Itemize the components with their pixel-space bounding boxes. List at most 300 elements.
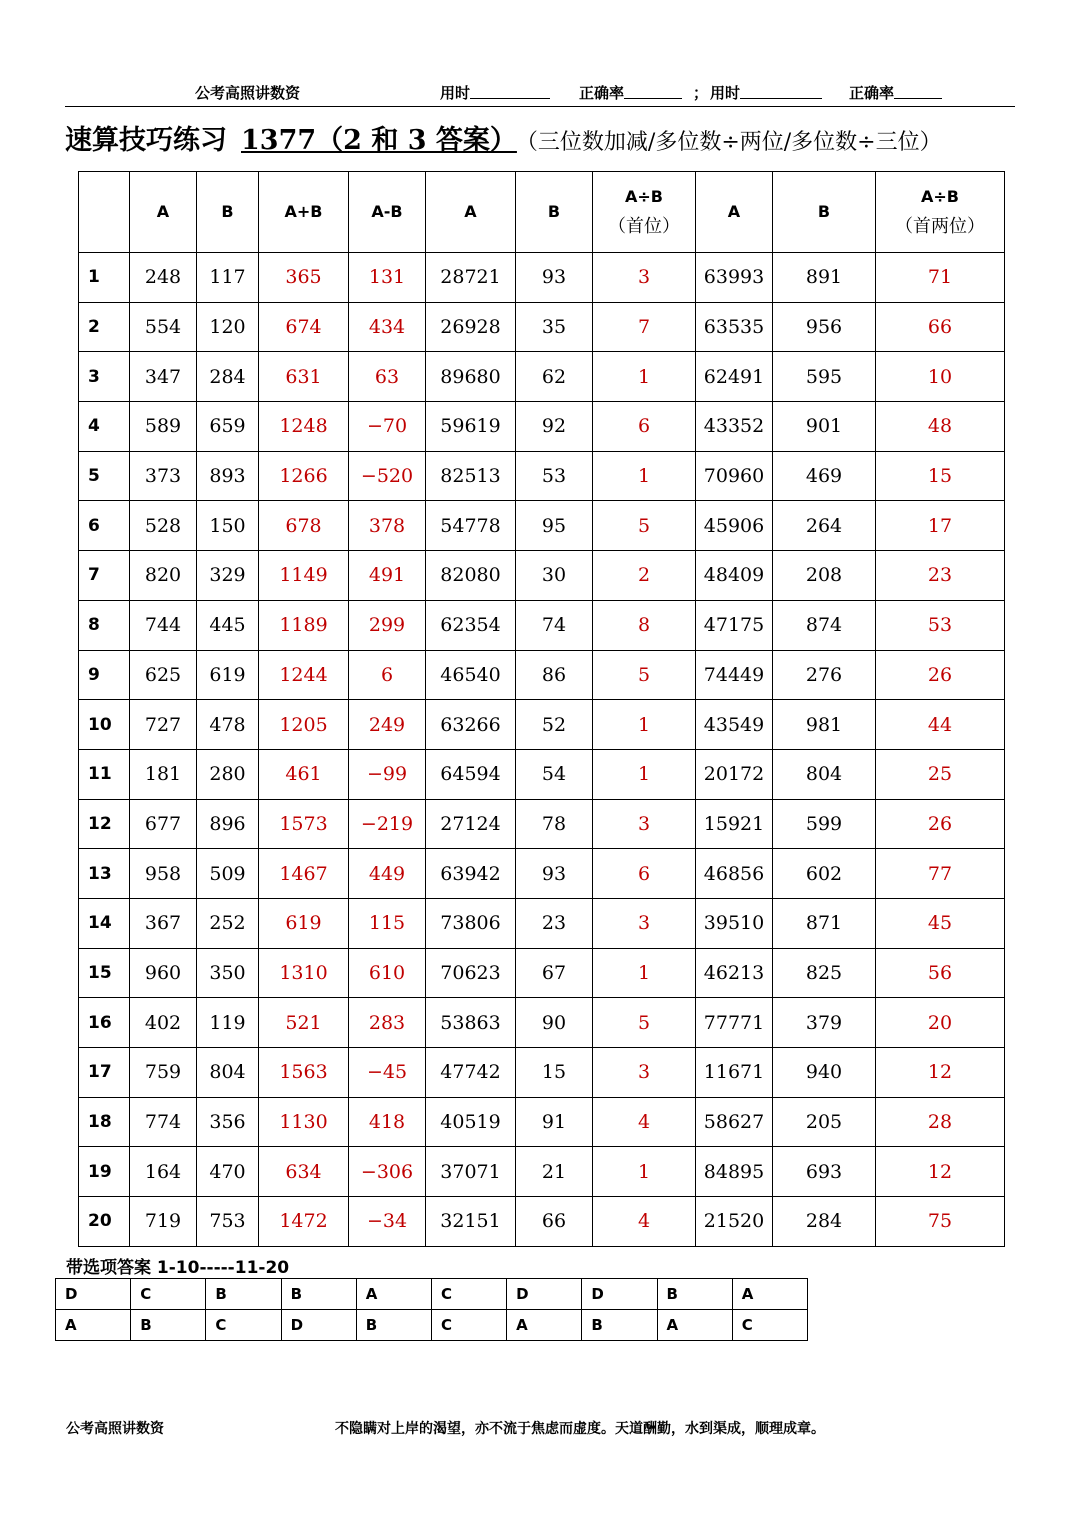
- options-label: 带选项答案 1-10-----11-20: [66, 1258, 290, 1278]
- option-cell: C: [431, 1310, 506, 1341]
- accuracy-label-1: 正确率: [579, 84, 625, 102]
- cell-diff: 115: [349, 898, 426, 948]
- cell-a3: 15921: [696, 799, 773, 849]
- table-row: [79, 948, 1005, 998]
- cell-b3: 284: [773, 1197, 876, 1247]
- cell-a1: 164: [130, 1147, 197, 1197]
- cell-b3: 264: [773, 501, 876, 551]
- row-index: 18: [79, 1097, 130, 1147]
- cell-div2: 20: [876, 998, 1005, 1048]
- table-row: [79, 1048, 1005, 1098]
- cell-sum: 1573: [259, 799, 349, 849]
- cell-b1: 753: [197, 1197, 259, 1247]
- cell-b2: 35: [516, 302, 593, 352]
- cell-div2: 25: [876, 749, 1005, 799]
- cell-div1: 8: [593, 600, 696, 650]
- cell-a3: 46856: [696, 849, 773, 899]
- cell-div1: 5: [593, 650, 696, 700]
- cell-a2: 26928: [426, 302, 516, 352]
- cell-b1: 120: [197, 302, 259, 352]
- cell-diff: 249: [349, 700, 426, 750]
- table-row: [79, 749, 1005, 799]
- cell-a1: 958: [130, 849, 197, 899]
- cell-b2: 92: [516, 402, 593, 452]
- cell-a3: 84895: [696, 1147, 773, 1197]
- row-index: 6: [79, 501, 130, 551]
- cell-a1: 248: [130, 253, 197, 303]
- table-row: [79, 799, 1005, 849]
- cell-a1: 820: [130, 551, 197, 601]
- cell-div2: 26: [876, 799, 1005, 849]
- table-row: [79, 998, 1005, 1048]
- cell-b1: 896: [197, 799, 259, 849]
- table-row: [79, 1147, 1005, 1197]
- footer-source: 公考高照讲数资: [66, 1421, 164, 1437]
- cell-a2: 62354: [426, 600, 516, 650]
- row-index: 10: [79, 700, 130, 750]
- row-index: 13: [79, 849, 130, 899]
- cell-a3: 70960: [696, 451, 773, 501]
- row-index: 14: [79, 898, 130, 948]
- page-header: [65, 80, 1015, 107]
- cell-b2: 78: [516, 799, 593, 849]
- cell-b1: 445: [197, 600, 259, 650]
- cell-b1: 619: [197, 650, 259, 700]
- option-cell: D: [507, 1279, 582, 1310]
- header-separator: ；: [693, 84, 709, 102]
- cell-b3: 469: [773, 451, 876, 501]
- cell-b1: 659: [197, 402, 259, 452]
- cell-div1: 5: [593, 501, 696, 551]
- header-b1: B: [197, 172, 259, 253]
- cell-sum: 1467: [259, 849, 349, 899]
- cell-b1: 119: [197, 998, 259, 1048]
- cell-sum: 634: [259, 1147, 349, 1197]
- cell-a2: 54778: [426, 501, 516, 551]
- cell-b3: 891: [773, 253, 876, 303]
- cell-a1: 727: [130, 700, 197, 750]
- cell-div2: 26: [876, 650, 1005, 700]
- cell-div1: 7: [593, 302, 696, 352]
- cell-sum: 619: [259, 898, 349, 948]
- cell-b1: 509: [197, 849, 259, 899]
- cell-sum: 1244: [259, 650, 349, 700]
- cell-sum: 1310: [259, 948, 349, 998]
- table-row: [79, 551, 1005, 601]
- cell-a1: 960: [130, 948, 197, 998]
- page-title: [65, 118, 1055, 158]
- option-cell: B: [281, 1279, 356, 1310]
- cell-a3: 43352: [696, 402, 773, 452]
- table-row: [79, 302, 1005, 352]
- cell-diff: 6: [349, 650, 426, 700]
- cell-div1: 2: [593, 551, 696, 601]
- table-row: [79, 600, 1005, 650]
- cell-b1: 478: [197, 700, 259, 750]
- cell-b2: 95: [516, 501, 593, 551]
- cell-a2: 27124: [426, 799, 516, 849]
- row-index: 2: [79, 302, 130, 352]
- option-cell: B: [131, 1310, 206, 1341]
- cell-b3: 874: [773, 600, 876, 650]
- cell-b3: 804: [773, 749, 876, 799]
- table-row: [79, 849, 1005, 899]
- cell-sum: 1266: [259, 451, 349, 501]
- cell-b2: 74: [516, 600, 593, 650]
- table-row: [79, 253, 1005, 303]
- practice-table: [78, 171, 1005, 1247]
- option-cell: C: [732, 1310, 807, 1341]
- cell-a1: 759: [130, 1048, 197, 1098]
- cell-b2: 90: [516, 998, 593, 1048]
- cell-b2: 23: [516, 898, 593, 948]
- cell-b3: 276: [773, 650, 876, 700]
- option-cell: C: [131, 1279, 206, 1310]
- cell-a3: 21520: [696, 1197, 773, 1247]
- cell-diff: 418: [349, 1097, 426, 1147]
- cell-div1: 1: [593, 451, 696, 501]
- time-label-2: 用时: [710, 84, 741, 102]
- cell-a2: 46540: [426, 650, 516, 700]
- cell-div2: 45: [876, 898, 1005, 948]
- option-cell: D: [582, 1279, 657, 1310]
- table-row: [79, 1097, 1005, 1147]
- row-index: 16: [79, 998, 130, 1048]
- cell-a3: 20172: [696, 749, 773, 799]
- header-a3: A: [696, 172, 773, 253]
- cell-a3: 63535: [696, 302, 773, 352]
- cell-a1: 528: [130, 501, 197, 551]
- cell-a1: 677: [130, 799, 197, 849]
- cell-b3: 940: [773, 1048, 876, 1098]
- header-a2: A: [426, 172, 516, 253]
- cell-b3: 956: [773, 302, 876, 352]
- cell-div2: 77: [876, 849, 1005, 899]
- cell-a2: 32151: [426, 1197, 516, 1247]
- cell-b2: 62: [516, 352, 593, 402]
- option-cell: D: [281, 1310, 356, 1341]
- cell-b1: 329: [197, 551, 259, 601]
- cell-b1: 117: [197, 253, 259, 303]
- cell-b3: 693: [773, 1147, 876, 1197]
- cell-b3: 379: [773, 998, 876, 1048]
- cell-b2: 21: [516, 1147, 593, 1197]
- option-cell: B: [206, 1279, 281, 1310]
- cell-a1: 774: [130, 1097, 197, 1147]
- cell-a3: 39510: [696, 898, 773, 948]
- row-index: 11: [79, 749, 130, 799]
- cell-b3: 871: [773, 898, 876, 948]
- cell-diff: 378: [349, 501, 426, 551]
- cell-diff: 491: [349, 551, 426, 601]
- cell-div2: 17: [876, 501, 1005, 551]
- accuracy-blank-2[interactable]: [894, 84, 942, 99]
- cell-a1: 625: [130, 650, 197, 700]
- header-sum: A+B: [259, 172, 349, 253]
- cell-diff: −520: [349, 451, 426, 501]
- cell-div2: 15: [876, 451, 1005, 501]
- option-cell: D: [56, 1279, 131, 1310]
- cell-sum: 631: [259, 352, 349, 402]
- cell-div2: 53: [876, 600, 1005, 650]
- option-cell: A: [56, 1310, 131, 1341]
- cell-a3: 11671: [696, 1048, 773, 1098]
- cell-b1: 280: [197, 749, 259, 799]
- time-blank-2[interactable]: [740, 84, 822, 99]
- cell-b3: 981: [773, 700, 876, 750]
- cell-b1: 350: [197, 948, 259, 998]
- option-cell: B: [356, 1310, 431, 1341]
- cell-div2: 44: [876, 700, 1005, 750]
- accuracy-label-2: 正确率: [849, 84, 895, 102]
- table-row: [79, 898, 1005, 948]
- cell-diff: −34: [349, 1197, 426, 1247]
- cell-a2: 64594: [426, 749, 516, 799]
- time-field-1: [440, 82, 470, 103]
- cell-a2: 59619: [426, 402, 516, 452]
- accuracy-field-2: [849, 82, 894, 103]
- table-row: [79, 700, 1005, 750]
- cell-div2: 28: [876, 1097, 1005, 1147]
- cell-a3: 58627: [696, 1097, 773, 1147]
- row-index: 7: [79, 551, 130, 601]
- cell-diff: 283: [349, 998, 426, 1048]
- header-div2: [876, 172, 1005, 253]
- cell-a2: 89680: [426, 352, 516, 402]
- cell-div1: 1: [593, 700, 696, 750]
- cell-b2: 91: [516, 1097, 593, 1147]
- cell-b2: 66: [516, 1197, 593, 1247]
- cell-div1: 4: [593, 1097, 696, 1147]
- table-row: [79, 650, 1005, 700]
- table-row: [79, 451, 1005, 501]
- cell-sum: 365: [259, 253, 349, 303]
- header-b3: B: [773, 172, 876, 253]
- option-cell: C: [206, 1310, 281, 1341]
- cell-sum: 1248: [259, 402, 349, 452]
- cell-div1: 3: [593, 1048, 696, 1098]
- cell-a1: 719: [130, 1197, 197, 1247]
- cell-a3: 48409: [696, 551, 773, 601]
- cell-a1: 181: [130, 749, 197, 799]
- cell-div1: 1: [593, 948, 696, 998]
- cell-sum: 1130: [259, 1097, 349, 1147]
- cell-div2: 23: [876, 551, 1005, 601]
- cell-b2: 52: [516, 700, 593, 750]
- accuracy-field-1: [579, 82, 624, 103]
- cell-b2: 93: [516, 253, 593, 303]
- cell-div1: 6: [593, 402, 696, 452]
- cell-diff: −45: [349, 1048, 426, 1098]
- cell-b3: 205: [773, 1097, 876, 1147]
- options-answer-table: [55, 1278, 808, 1341]
- footer-motto: 不隐瞒对上岸的渴望，亦不流于焦虑而虚度。天道酬勤，水到渠成，顺理成章。: [335, 1421, 825, 1437]
- header-div1: [593, 172, 696, 253]
- cell-a2: 40519: [426, 1097, 516, 1147]
- cell-div2: 10: [876, 352, 1005, 402]
- cell-div2: 75: [876, 1197, 1005, 1247]
- cell-b2: 30: [516, 551, 593, 601]
- cell-sum: 461: [259, 749, 349, 799]
- row-index: 5: [79, 451, 130, 501]
- cell-diff: 63: [349, 352, 426, 402]
- cell-sum: 1563: [259, 1048, 349, 1098]
- cell-diff: −70: [349, 402, 426, 452]
- table-row: [79, 1197, 1005, 1247]
- cell-b1: 150: [197, 501, 259, 551]
- option-cell: A: [657, 1310, 732, 1341]
- cell-a2: 63942: [426, 849, 516, 899]
- cell-div2: 66: [876, 302, 1005, 352]
- row-index: 9: [79, 650, 130, 700]
- cell-diff: −219: [349, 799, 426, 849]
- cell-b2: 86: [516, 650, 593, 700]
- option-cell: A: [732, 1279, 807, 1310]
- cell-sum: 674: [259, 302, 349, 352]
- cell-div2: 71: [876, 253, 1005, 303]
- cell-b3: 901: [773, 402, 876, 452]
- cell-div2: 12: [876, 1048, 1005, 1098]
- cell-a2: 73806: [426, 898, 516, 948]
- cell-diff: −306: [349, 1147, 426, 1197]
- cell-a2: 70623: [426, 948, 516, 998]
- cell-div2: 48: [876, 402, 1005, 452]
- cell-div1: 3: [593, 799, 696, 849]
- cell-b1: 252: [197, 898, 259, 948]
- row-index: 15: [79, 948, 130, 998]
- cell-div1: 1: [593, 1147, 696, 1197]
- row-index: 3: [79, 352, 130, 402]
- table-header-row: [79, 172, 1005, 253]
- header-source: 公考高照讲数资: [195, 84, 301, 102]
- cell-div1: 3: [593, 253, 696, 303]
- cell-a2: 82513: [426, 451, 516, 501]
- cell-a3: 62491: [696, 352, 773, 402]
- cell-diff: 610: [349, 948, 426, 998]
- cell-a2: 63266: [426, 700, 516, 750]
- cell-div1: 1: [593, 749, 696, 799]
- cell-a2: 28721: [426, 253, 516, 303]
- cell-b3: 602: [773, 849, 876, 899]
- row-index: 12: [79, 799, 130, 849]
- cell-a1: 402: [130, 998, 197, 1048]
- row-index: 20: [79, 1197, 130, 1247]
- cell-sum: 678: [259, 501, 349, 551]
- cell-div1: 5: [593, 998, 696, 1048]
- cell-a3: 43549: [696, 700, 773, 750]
- cell-b2: 93: [516, 849, 593, 899]
- cell-a3: 45906: [696, 501, 773, 551]
- cell-b3: 599: [773, 799, 876, 849]
- cell-div1: 4: [593, 1197, 696, 1247]
- cell-a3: 74449: [696, 650, 773, 700]
- row-index: 4: [79, 402, 130, 452]
- cell-b1: 470: [197, 1147, 259, 1197]
- title-main: 速算技巧练习: [65, 125, 227, 156]
- cell-sum: 1205: [259, 700, 349, 750]
- cell-a1: 554: [130, 302, 197, 352]
- row-index: 17: [79, 1048, 130, 1098]
- cell-b1: 804: [197, 1048, 259, 1098]
- cell-a3: 46213: [696, 948, 773, 998]
- header-div2-label: A÷B: [921, 187, 959, 206]
- table-row: [79, 501, 1005, 551]
- option-cell: C: [431, 1279, 506, 1310]
- cell-a3: 47175: [696, 600, 773, 650]
- cell-sum: 1149: [259, 551, 349, 601]
- cell-sum: 1472: [259, 1197, 349, 1247]
- header-index: [79, 172, 130, 253]
- cell-b2: 67: [516, 948, 593, 998]
- cell-diff: 299: [349, 600, 426, 650]
- cell-b3: 595: [773, 352, 876, 402]
- row-index: 19: [79, 1147, 130, 1197]
- header-a1: A: [130, 172, 197, 253]
- option-cell: B: [582, 1310, 657, 1341]
- cell-div1: 3: [593, 898, 696, 948]
- row-index: 8: [79, 600, 130, 650]
- cell-b1: 356: [197, 1097, 259, 1147]
- cell-sum: 1189: [259, 600, 349, 650]
- table-row: [79, 352, 1005, 402]
- cell-b2: 15: [516, 1048, 593, 1098]
- table-row: [79, 402, 1005, 452]
- option-cell: A: [507, 1310, 582, 1341]
- accuracy-blank-1[interactable]: [624, 84, 682, 99]
- option-cell: B: [657, 1279, 732, 1310]
- cell-diff: 434: [349, 302, 426, 352]
- options-row: [56, 1310, 808, 1341]
- cell-a2: 37071: [426, 1147, 516, 1197]
- cell-a2: 47742: [426, 1048, 516, 1098]
- cell-div2: 12: [876, 1147, 1005, 1197]
- cell-b3: 825: [773, 948, 876, 998]
- cell-a1: 367: [130, 898, 197, 948]
- cell-a1: 347: [130, 352, 197, 402]
- cell-a3: 63993: [696, 253, 773, 303]
- title-number: 1377（2 和 3 答案）: [241, 125, 517, 156]
- cell-diff: −99: [349, 749, 426, 799]
- time-field-2: [710, 82, 740, 103]
- cell-diff: 131: [349, 253, 426, 303]
- cell-b2: 53: [516, 451, 593, 501]
- cell-b1: 284: [197, 352, 259, 402]
- header-b2: B: [516, 172, 593, 253]
- cell-div1: 1: [593, 352, 696, 402]
- cell-sum: 521: [259, 998, 349, 1048]
- cell-b1: 893: [197, 451, 259, 501]
- cell-div2: 56: [876, 948, 1005, 998]
- header-div2-note: （首两位）: [895, 216, 985, 237]
- option-cell: A: [356, 1279, 431, 1310]
- cell-a2: 82080: [426, 551, 516, 601]
- title-subtitle: （三位数加减/多位数÷两位/多位数÷三位）: [526, 130, 942, 155]
- cell-a2: 53863: [426, 998, 516, 1048]
- time-label-1: 用时: [440, 84, 471, 102]
- options-row: [56, 1279, 808, 1310]
- cell-b3: 208: [773, 551, 876, 601]
- row-index: 1: [79, 253, 130, 303]
- cell-a1: 589: [130, 402, 197, 452]
- cell-diff: 449: [349, 849, 426, 899]
- cell-a1: 373: [130, 451, 197, 501]
- cell-a3: 77771: [696, 998, 773, 1048]
- header-div1-note: （首位）: [608, 216, 680, 237]
- header-diff: A-B: [349, 172, 426, 253]
- time-blank-1[interactable]: [470, 84, 550, 99]
- cell-b2: 54: [516, 749, 593, 799]
- cell-a1: 744: [130, 600, 197, 650]
